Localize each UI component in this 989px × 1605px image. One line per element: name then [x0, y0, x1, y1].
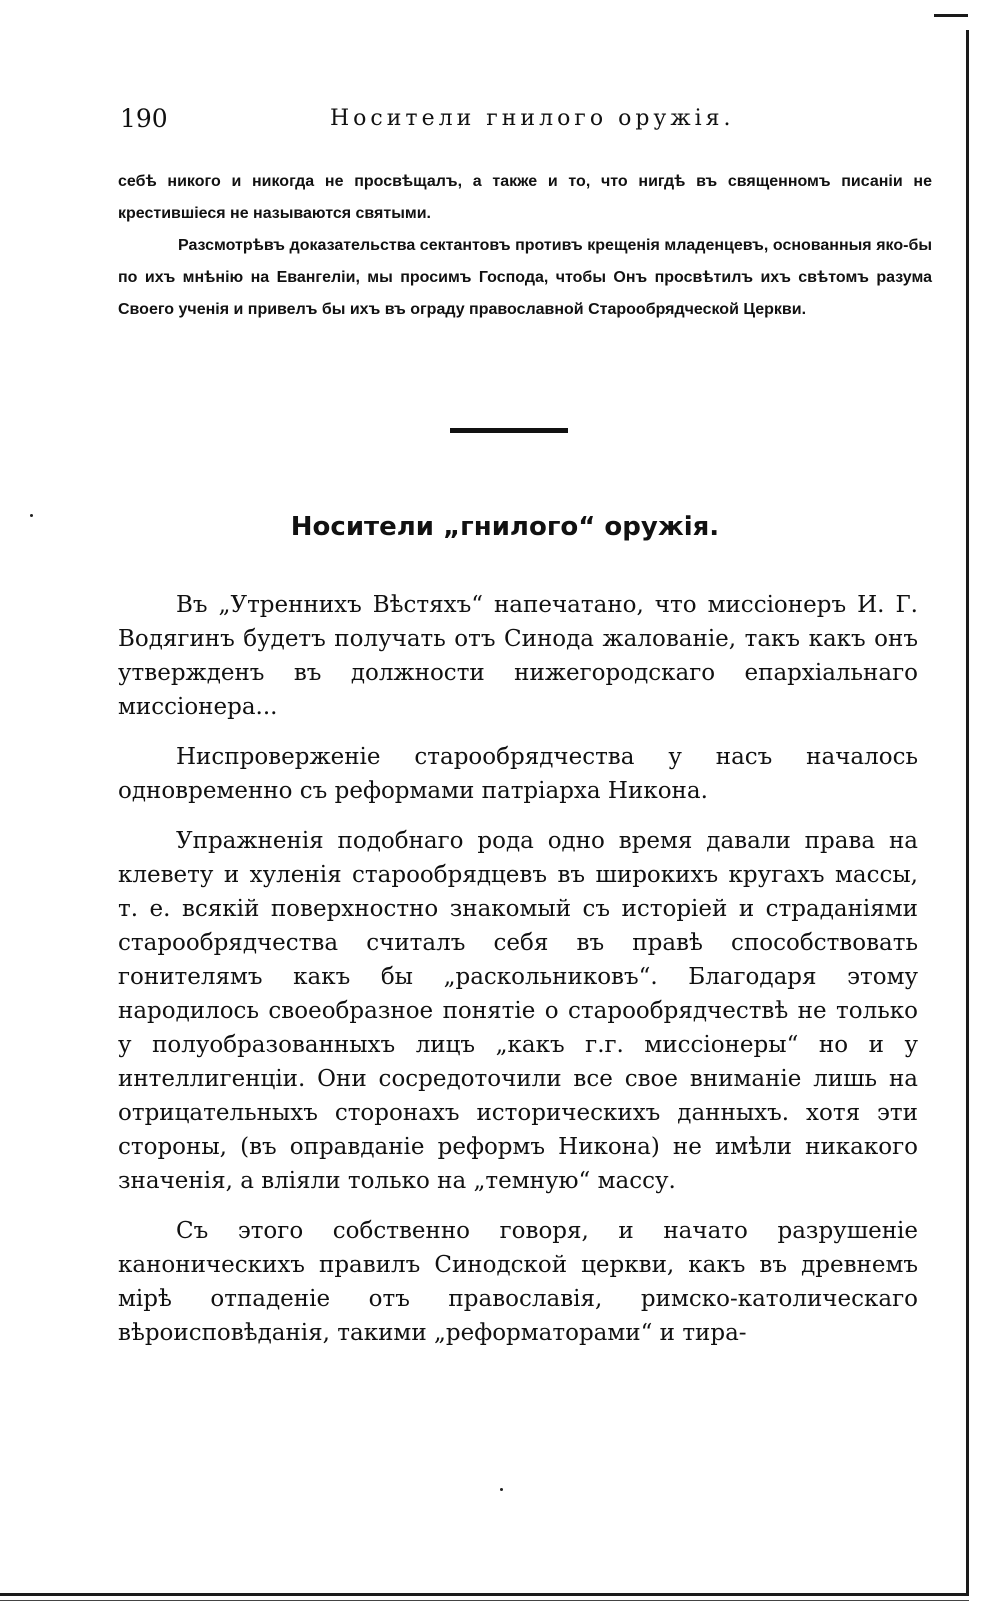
lead-paragraph: себѣ никого и никогда не просвѣщалъ, а также и то, что нигдѣ въ священномъ писаніи не крестившіеся не называются святыми.	[118, 173, 932, 222]
running-head	[120, 104, 932, 140]
scan-speck	[500, 1488, 503, 1491]
scan-edge-bottom-line	[0, 1600, 969, 1601]
article-body	[118, 588, 918, 1366]
body-paragraph: Въ „Утреннихъ Вѣстяхъ“ напечатано, что миссіонеръ И. Г. Водягинъ будетъ получать отъ Синода жалованіе, такъ какъ онъ утвержденъ въ должности нижегородскаго епархіальнаго миссіонера...	[118, 592, 918, 720]
body-paragraph: Ниспроверженіе старообрядчества у насъ началось одновременно съ реформами патріарха Никона.	[118, 744, 918, 804]
running-title: Носители гнилого оружія.	[330, 106, 735, 131]
scan-edge-top	[934, 14, 968, 17]
scan-edge-bottom	[0, 1593, 969, 1596]
page-number: 190	[120, 104, 168, 133]
lead-block	[118, 166, 932, 326]
scan-edge-right	[966, 30, 969, 1595]
section-divider	[450, 428, 568, 433]
body-paragraph: Упражненія подобнаго рода одно время давали права на клевету и хуленія старообрядцевъ въ широкихъ кругахъ массы, т. е. всякій поверхностно знакомый съ исторіей и страданіями старообрядчества считалъ себя въ правѣ способствовать гонителямъ какъ бы „раскольниковъ“. Благодаря этому народилось своеобразное понятіе о старообрядчествѣ не только у полуобразованныхъ лицъ „какъ г.г. миссіонеры“ но и у интеллигенціи. Они сосредоточили все свое вниманіе лишь на отрицательныхъ сторонахъ историческихъ данныхъ. хотя эти стороны, (въ оправданіе реформъ Никона) не имѣли никакого значенія, а вліяли только на „темную“ массу.	[118, 828, 918, 1194]
body-paragraph: Съ этого собственно говоря, и начато разрушеніе каноническихъ правилъ Синодской церкви, какъ въ древнемъ мірѣ отпаденіе отъ православія, римско-католическаго вѣроисповѣданія, такими „реформаторами“ и тира-	[118, 1218, 918, 1346]
lead-paragraph: Разсмотрѣвъ доказательства сектантовъ противъ крещенія младенцевъ, основанныя яко-бы по ихъ мнѣнію на Евангеліи, мы просимъ Господа, чтобы Онъ просвѣтилъ ихъ свѣтомъ разума Своего ученія и привелъ бы ихъ въ ограду православной Старообрядческой Церкви.	[118, 237, 932, 318]
article-heading: Носители „гнилого“ оружія.	[290, 512, 720, 542]
